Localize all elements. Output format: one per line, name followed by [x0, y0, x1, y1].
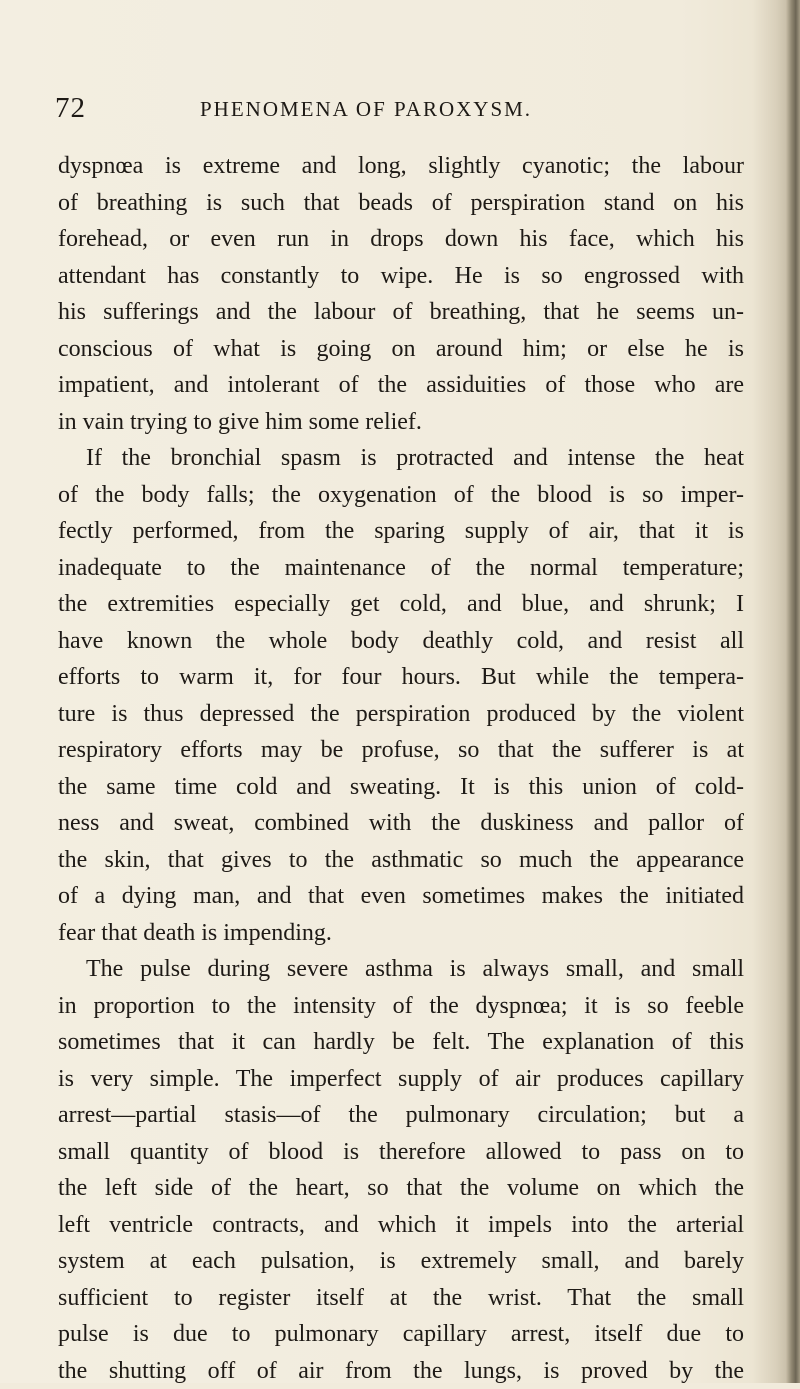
- text-line: the same time cold and sweating. It is this union of cold-: [58, 769, 744, 806]
- text-line: in proportion to the intensity of the dyspnœa; it is so feeble: [58, 988, 744, 1025]
- text-line: the skin, that gives to the asthmatic so much the appearance: [58, 842, 744, 879]
- text-line: dyspnœa is extreme and long, slightly cyanotic; the labour: [58, 148, 744, 185]
- body-text: [58, 148, 744, 1389]
- text-line: impatient, and intolerant of the assiduities of those who are: [58, 367, 744, 404]
- text-line: the shutting off of air from the lungs, is proved by the: [58, 1353, 744, 1389]
- text-line: ture is thus depressed the perspiration produced by the violent: [58, 696, 744, 733]
- text-line: attendant has constantly to wipe. He is so engrossed with: [58, 258, 744, 295]
- text-line: the left side of the heart, so that the volume on which the: [58, 1170, 744, 1207]
- text-line: of breathing is such that beads of perspiration stand on his: [58, 185, 744, 222]
- text-line: left ventricle contracts, and which it impels into the arterial: [58, 1207, 744, 1244]
- running-head: PHENOMENA OF PAROXYSM.: [200, 97, 532, 122]
- text-line: arrest—partial stasis—of the pulmonary circulation; but a: [58, 1097, 744, 1134]
- text-line: system at each pulsation, is extremely small, and barely: [58, 1243, 744, 1280]
- book-spine-edge: [786, 0, 800, 1383]
- text-line: small quantity of blood is therefore allowed to pass on to: [58, 1134, 744, 1171]
- page-header: [55, 92, 725, 132]
- text-line: fectly performed, from the sparing supply of air, that it is: [58, 513, 744, 550]
- text-line: The pulse during severe asthma is always small, and small: [58, 951, 744, 988]
- text-line: ness and sweat, combined with the duskiness and pallor of: [58, 805, 744, 842]
- text-line: sometimes that it can hardly be felt. The explanation of this: [58, 1024, 744, 1061]
- text-line: have known the whole body deathly cold, and resist all: [58, 623, 744, 660]
- text-line: efforts to warm it, for four hours. But while the tempera-: [58, 659, 744, 696]
- text-line: his sufferings and the labour of breathing, that he seems un-: [58, 294, 744, 331]
- text-line: the extremities especially get cold, and blue, and shrunk; I: [58, 586, 744, 623]
- text-line: of the body falls; the oxygenation of the blood is so imper-: [58, 477, 744, 514]
- text-line: conscious of what is going on around him; or else he is: [58, 331, 744, 368]
- text-line: fear that death is impending.: [58, 915, 744, 952]
- text-line: of a dying man, and that even sometimes makes the initiated: [58, 878, 744, 915]
- page-number: 72: [55, 92, 86, 125]
- text-line: pulse is due to pulmonary capillary arrest, itself due to: [58, 1316, 744, 1353]
- text-line: inadequate to the maintenance of the normal temperature;: [58, 550, 744, 587]
- text-line: in vain trying to give him some relief.: [58, 404, 744, 441]
- text-line: forehead, or even run in drops down his face, which his: [58, 221, 744, 258]
- text-line: sufficient to register itself at the wrist. That the small: [58, 1280, 744, 1317]
- text-line: If the bronchial spasm is protracted and intense the heat: [58, 440, 744, 477]
- text-line: respiratory efforts may be profuse, so that the sufferer is at: [58, 732, 744, 769]
- text-line: is very simple. The imperfect supply of air produces capillary: [58, 1061, 744, 1098]
